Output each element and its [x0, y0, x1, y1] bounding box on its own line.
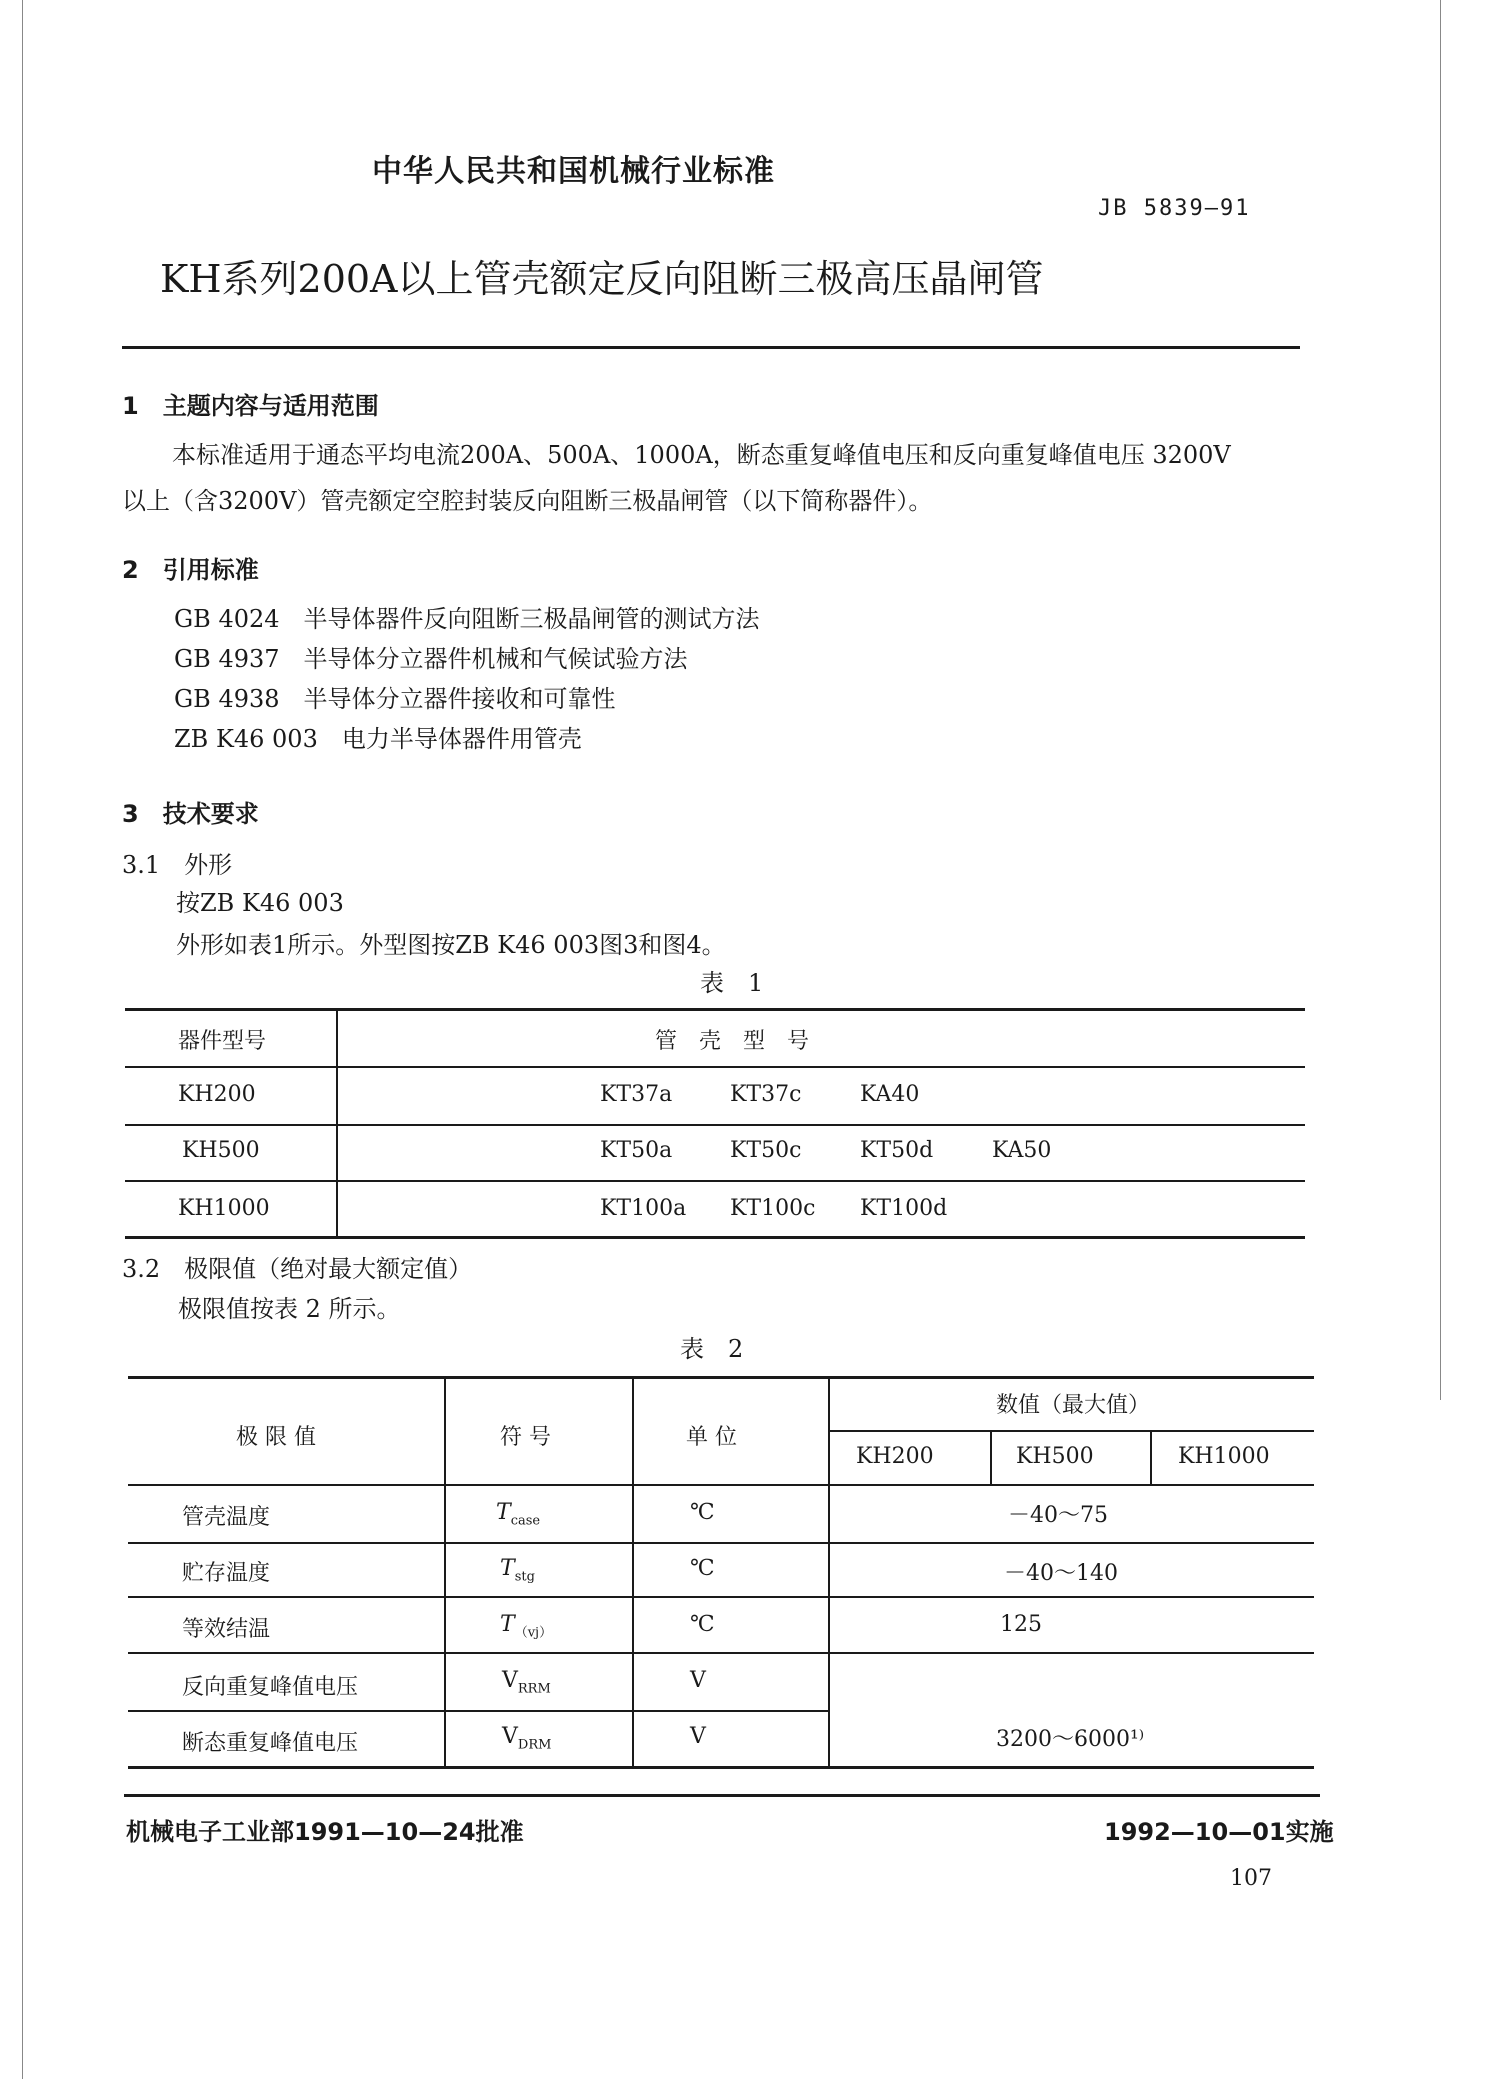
- table2-rule: [830, 1430, 1314, 1432]
- table2-unit: V: [690, 1668, 706, 1693]
- table2-unit: ℃: [690, 1500, 715, 1525]
- table1-header-case: 管 壳 型 号: [655, 1029, 810, 1054]
- document-title: KH系列200A以上管壳额定反向阻断三极高压晶闸管: [160, 257, 1044, 301]
- section1-para-line1: 本标准适用于通态平均电流200A、500A、1000A，断态重复峰值电压和反向重复峰值电压 3200V: [172, 441, 1231, 469]
- table2-symbol: $T_{(vj)}$: [500, 1612, 553, 1641]
- table2-value: 125: [1000, 1612, 1042, 1637]
- table1-top-rule: [125, 1008, 1305, 1011]
- table2-bottom-rule: [128, 1766, 1314, 1769]
- table2-subheader: KH200: [856, 1444, 934, 1469]
- table2-param: 断态重复峰值电压: [182, 1731, 359, 1756]
- table1-rule: [125, 1124, 1305, 1126]
- table2-header-symbol: 符 号: [500, 1425, 551, 1450]
- table2-unit: ℃: [690, 1556, 715, 1581]
- table2-value: 3200～6000¹⁾: [996, 1727, 1145, 1752]
- approval-date: 机械电子工业部1991—10—24批准: [126, 1818, 524, 1846]
- section31-line2: 外形如表1所示。外型图按ZB K46 003图3和图4。: [176, 931, 726, 959]
- table1-case: KT100d: [860, 1196, 948, 1221]
- reference-item: GB 4938 半导体分立器件接收和可靠性: [174, 685, 616, 713]
- table1-case: KT50d: [860, 1138, 934, 1163]
- table2-rule: [128, 1596, 1314, 1598]
- table1-bottom-rule: [125, 1236, 1305, 1239]
- table2-symbol: $T_{case}$: [496, 1500, 541, 1529]
- implementation-date: 1992—10—01实施: [1104, 1818, 1334, 1846]
- table1-caption: 表 1: [700, 969, 764, 997]
- table2-symbol: $V_{DRM}$: [502, 1724, 552, 1753]
- table2-rule: [128, 1542, 1314, 1544]
- table2-divider: [990, 1432, 992, 1484]
- table2-symbol: $T_{stg}$: [500, 1556, 535, 1585]
- table1-rule: [125, 1180, 1305, 1182]
- section31-line1: 按ZB K46 003: [176, 889, 344, 917]
- table2-header-value: 数值（最大值）: [996, 1393, 1151, 1418]
- section32-line1: 极限值按表 2 所示。: [178, 1295, 401, 1323]
- section32-heading: 3.2 极限值（绝对最大额定值）: [122, 1255, 473, 1283]
- table1-device: KH1000: [178, 1196, 270, 1221]
- reference-item: GB 4024 半导体器件反向阻断三极晶闸管的测试方法: [174, 605, 760, 633]
- table2-param: 等效结温: [182, 1617, 271, 1642]
- table1-case: KT37a: [600, 1082, 673, 1107]
- reference-item: GB 4937 半导体分立器件机械和气候试验方法: [174, 645, 688, 673]
- table2-subheader: KH500: [1016, 1444, 1094, 1469]
- section1-heading: 1 主题内容与适用范围: [122, 392, 379, 420]
- table2-rule: [128, 1484, 1314, 1486]
- table1-case: KT37c: [730, 1082, 802, 1107]
- footer-rule: [124, 1794, 1320, 1797]
- table1-case: KT50c: [730, 1138, 802, 1163]
- table1-divider: [336, 1010, 338, 1236]
- table1-device: KH200: [178, 1082, 256, 1107]
- table2-top-rule: [128, 1376, 1314, 1379]
- table2-divider: [828, 1378, 830, 1766]
- table2-caption: 表 2: [680, 1335, 744, 1363]
- table2-param: 贮存温度: [182, 1561, 271, 1586]
- table1-case: KA50: [992, 1138, 1052, 1163]
- standard-code: JB 5839—91: [1098, 196, 1251, 221]
- table2-symbol: $V_{RRM}$: [502, 1668, 551, 1697]
- table2-unit: ℃: [690, 1612, 715, 1637]
- section1-para-line2: 以上（含3200V）管壳额定空腔封装反向阻断三极晶闸管（以下简称器件）。: [122, 487, 933, 515]
- scan-right-edge: [1440, 0, 1441, 1400]
- table1-header-device: 器件型号: [178, 1029, 267, 1054]
- org-title: 中华人民共和国机械行业标准: [372, 154, 775, 189]
- table2-unit: V: [690, 1724, 706, 1749]
- scan-left-edge: [22, 0, 23, 2079]
- table1-case: KA40: [860, 1082, 920, 1107]
- section2-heading: 2 引用标准: [122, 556, 259, 584]
- table2-value: －40～75: [1008, 1503, 1108, 1528]
- section3-heading: 3 技术要求: [122, 800, 259, 828]
- reference-item: ZB K46 003 电力半导体器件用管壳: [174, 725, 582, 753]
- table1-device: KH500: [182, 1138, 260, 1163]
- table2-rule: [128, 1710, 828, 1712]
- table2-param: 管壳温度: [182, 1505, 271, 1530]
- table1-rule: [125, 1066, 1305, 1068]
- table2-divider: [1150, 1432, 1152, 1484]
- table2-param: 反向重复峰值电压: [182, 1675, 359, 1700]
- table2-header-unit: 单 位: [686, 1425, 737, 1450]
- table2-rule: [128, 1652, 1314, 1654]
- table2-subheader: KH1000: [1178, 1444, 1270, 1469]
- table1-case: KT100c: [730, 1196, 816, 1221]
- table1-case: KT100a: [600, 1196, 687, 1221]
- section31-heading: 3.1 外形: [122, 851, 233, 879]
- table2-header-param: 极 限 值: [236, 1425, 316, 1450]
- table1-case: KT50a: [600, 1138, 673, 1163]
- table2-divider: [444, 1378, 446, 1766]
- table2-value: －40～140: [1004, 1561, 1118, 1586]
- title-rule: [122, 346, 1300, 349]
- table2-divider: [632, 1378, 634, 1766]
- page-number: 107: [1230, 1866, 1272, 1891]
